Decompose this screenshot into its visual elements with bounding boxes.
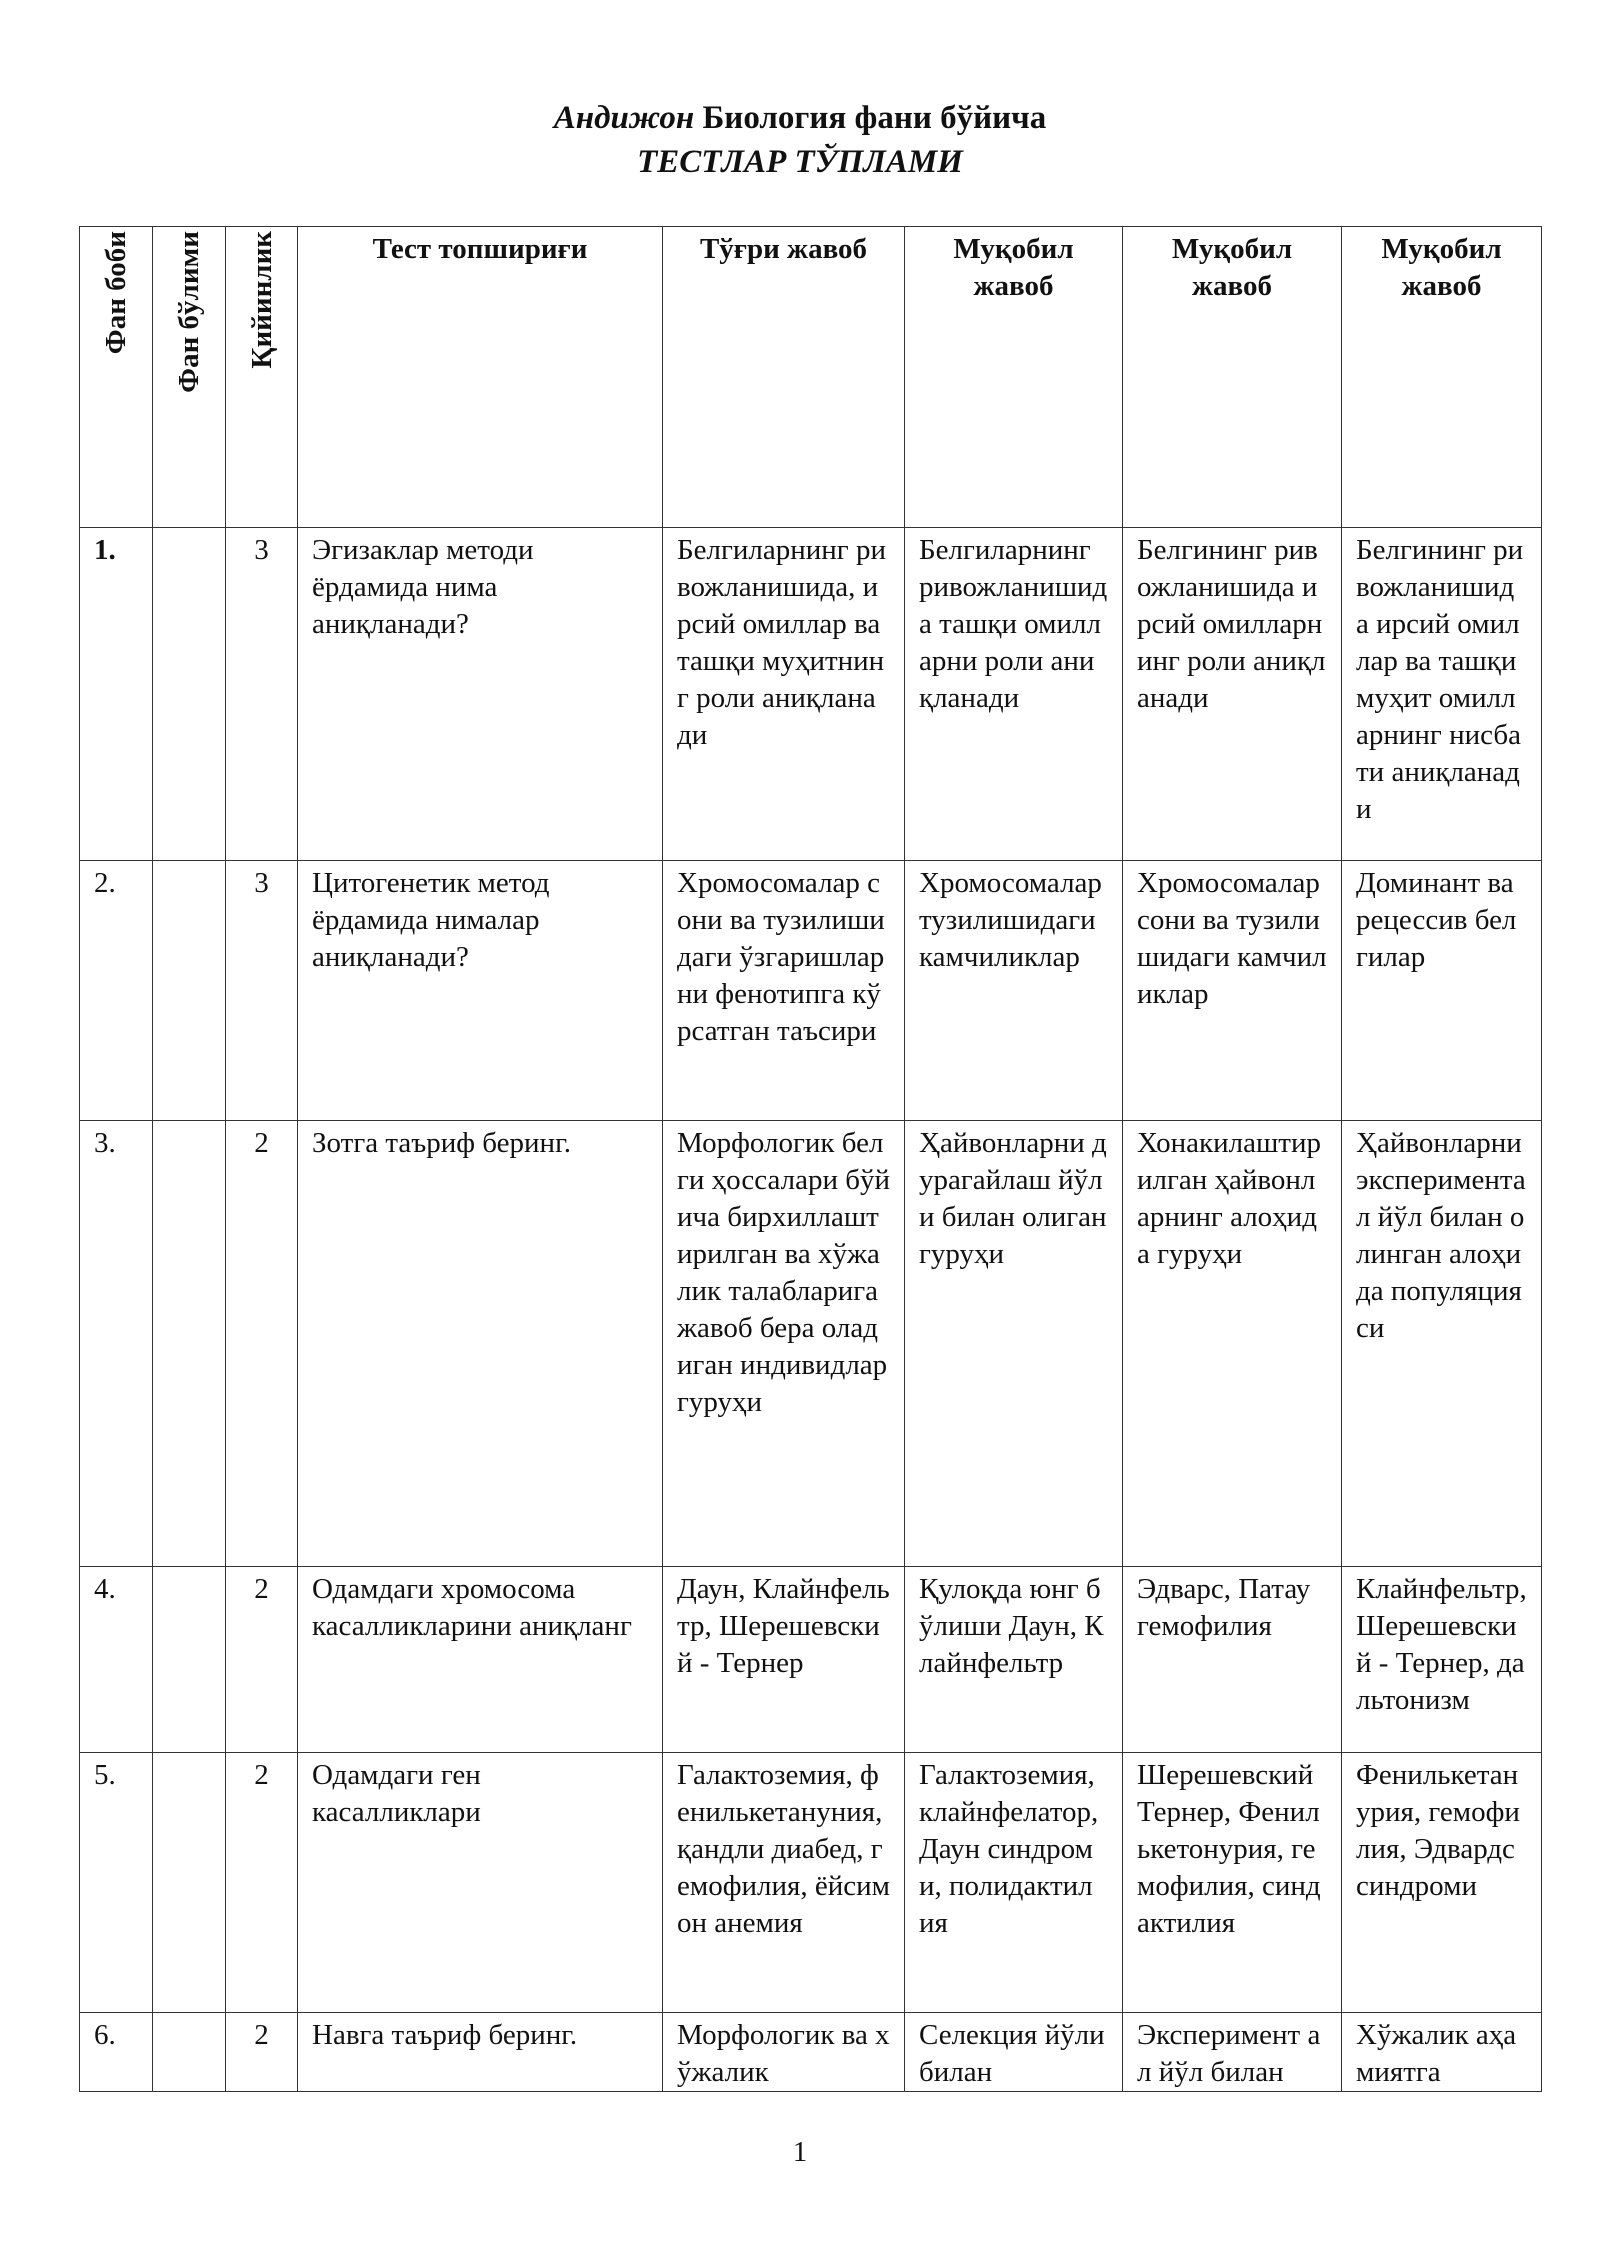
header-difficulty: Қийинлик (226, 227, 298, 528)
row-question: Одамдаги ген касалликлари (298, 1753, 663, 2013)
header-row (80, 227, 1542, 528)
table-row (80, 528, 1542, 861)
page-number: 1 (792, 2136, 808, 2168)
row-alt-answer-2: Белгининг ривожланишида ирсий омилларнинг роли аниқланади (1123, 528, 1342, 861)
table-row (80, 861, 1542, 1121)
row-alt-answer-1: Хромосомалар тузилишидаги камчиликлар (905, 861, 1123, 1121)
row-question: Навга таъриф беринг. (298, 2013, 663, 2092)
header-alt-2: Муқобил жавоб (1123, 227, 1342, 528)
row-difficulty: 3 (226, 528, 298, 861)
title-subject: Биология фани бўйича (702, 100, 1047, 136)
row-question: Эгизаклар методи ёрдамида нима аниқланади? (298, 528, 663, 861)
row-difficulty: 2 (226, 1753, 298, 2013)
row-number: 2. (80, 861, 153, 1121)
row-alt-answer-3: Доминант ва рецессив белгилар (1342, 861, 1542, 1121)
header-alt-3: Муқобил жавоб (1342, 227, 1542, 528)
header-section: Фан бўлими (153, 227, 226, 528)
row-alt-answer-2: Хромосомалар сони ва тузилишидаги камчиликлар (1123, 861, 1342, 1121)
row-alt-answer-2: Эксперимент ал йўл билан (1123, 2013, 1342, 2092)
row-number: 1. (80, 528, 153, 861)
row-number: 5. (80, 1753, 153, 2013)
row-number: 3. (80, 1121, 153, 1567)
row-alt-answer-1: Галактоземия, клайнфелатор, Даун синдроми, полидактилия (905, 1753, 1123, 2013)
row-section (153, 1121, 226, 1567)
row-alt-answer-1: Селекция йўли билан (905, 2013, 1123, 2092)
header-alt-1: Муқобил жавоб (905, 227, 1123, 528)
row-question: Одамдаги хромосома касалликларини аниқланг (298, 1567, 663, 1753)
row-number: 4. (80, 1567, 153, 1753)
table-row (80, 2013, 1542, 2092)
table-row (80, 1567, 1542, 1753)
row-alt-answer-3: Клайнфельтр, Шерешевский - Тернер, дальтонизм (1342, 1567, 1542, 1753)
row-alt-answer-3: Хўжалик аҳамиятга (1342, 2013, 1542, 2092)
row-difficulty: 2 (226, 1567, 298, 1753)
header-correct: Тўғри жавоб (663, 227, 905, 528)
title-line-1 (0, 96, 1600, 140)
row-correct-answer: Даун, Клайнфельтр, Шерешевский - Тернер (663, 1567, 905, 1753)
row-correct-answer: Морфологик белги ҳоссалари бўйича бирхиллаштирилган ва хўжалик талабларига жавоб бера оладиган индивидлар гуруҳи (663, 1121, 905, 1567)
row-alt-answer-2: Шерешевский Тернер, Фенилькетонурия, гемофилия, синдактилия (1123, 1753, 1342, 2013)
row-section (153, 1567, 226, 1753)
row-difficulty: 2 (226, 1121, 298, 1567)
row-alt-answer-3: Ҳайвонларни экспериментал йўл билан олинган алоҳида популяцияси (1342, 1121, 1542, 1567)
tests-table (79, 226, 1542, 2092)
row-alt-answer-3: Белгининг ривожланишида ирсий омиллар ва ташқи муҳит омилларнинг нисбати аниқланади (1342, 528, 1542, 861)
row-section (153, 2013, 226, 2092)
header-question: Тест топшириғи (298, 227, 663, 528)
row-section (153, 1753, 226, 2013)
row-alt-answer-1: Ҳайвонларни дурагайлаш йўли билан олиган гуруҳи (905, 1121, 1123, 1567)
row-alt-answer-2: Хонакилаштирилган ҳайвонларнинг алоҳида гуруҳи (1123, 1121, 1342, 1567)
title-region: Андижон (553, 100, 695, 136)
table-row (80, 1121, 1542, 1567)
row-correct-answer: Галактоземия, фенилькетануния, қандли диабед, гемофилия, ёйсимон анемия (663, 1753, 905, 2013)
document-title (0, 96, 1600, 184)
row-number: 6. (80, 2013, 153, 2092)
row-correct-answer: Белгиларнинг ривожланишида, ирсий омиллар ва ташқи муҳитнинг роли аниқланади (663, 528, 905, 861)
header-chapter: Фан боби (80, 227, 153, 528)
row-question: Зотга таъриф беринг. (298, 1121, 663, 1567)
row-question: Цитогенетик метод ёрдамида нималар аниқланади? (298, 861, 663, 1121)
row-alt-answer-3: Фенилькетанурия, гемофилия, Эдвардс синдроми (1342, 1753, 1542, 2013)
row-correct-answer: Морфологик ва хўжалик (663, 2013, 905, 2092)
row-difficulty: 3 (226, 861, 298, 1121)
row-difficulty: 2 (226, 2013, 298, 2092)
title-line-2: ТЕСТЛАР ТЎПЛАМИ (637, 144, 963, 180)
row-section (153, 861, 226, 1121)
row-alt-answer-1: Қулоқда юнг бўлиши Даун, Клайнфельтр (905, 1567, 1123, 1753)
row-alt-answer-1: Белгиларнинг ривожланишида ташқи омилларни роли аниқланади (905, 528, 1123, 861)
row-correct-answer: Хромосомалар сони ва тузилишидаги ўзгаришларни фенотипга кўрсатган таъсири (663, 861, 905, 1121)
row-alt-answer-2: Эдварс, Патау гемофилия (1123, 1567, 1342, 1753)
table-row (80, 1753, 1542, 2013)
row-section (153, 528, 226, 861)
